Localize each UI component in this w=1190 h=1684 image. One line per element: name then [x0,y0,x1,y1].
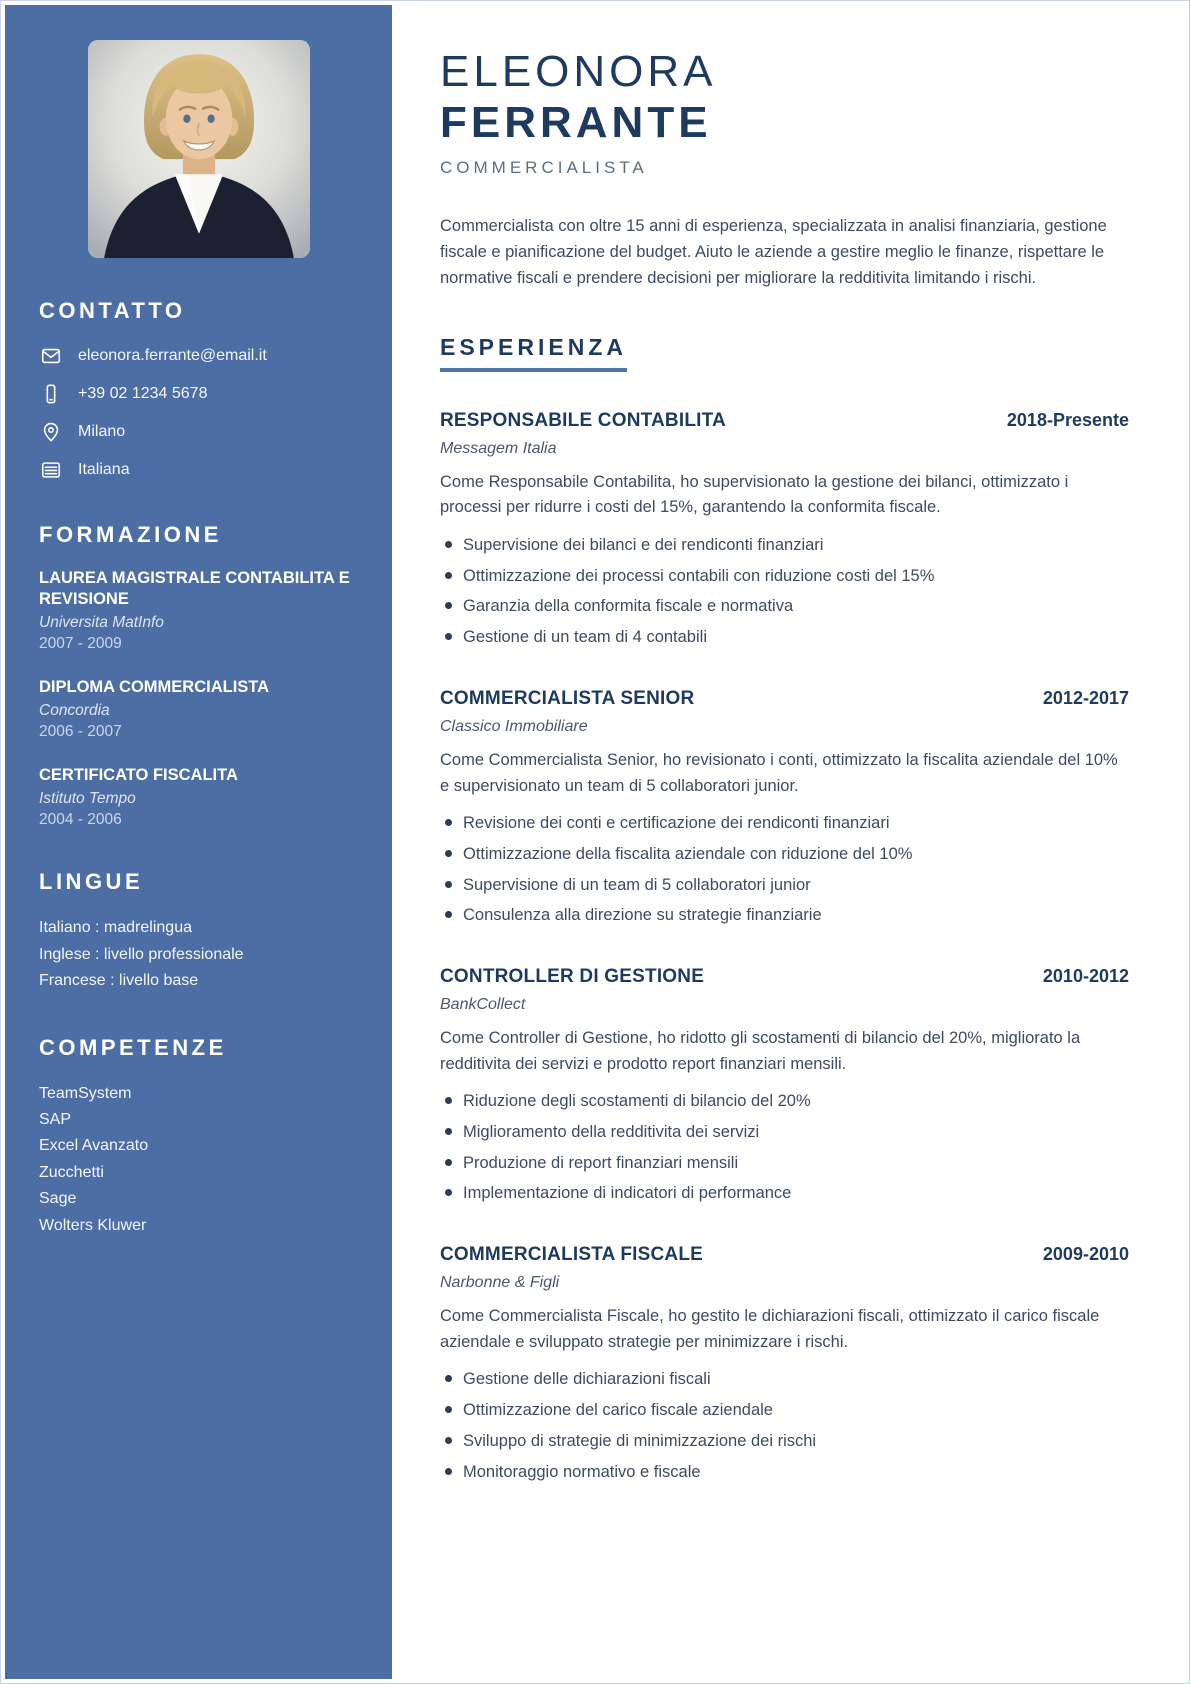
skill-item: Wolters Kluwer [39,1216,147,1234]
job-company: Messagem Italia [440,439,557,457]
job-bullet: Garanzia della conformita fiscale e normativa [440,594,1129,619]
job-bullet: Sviluppo di strategie di minimizzazione dei rischi [440,1429,1129,1454]
experience-entry [440,1244,1129,1484]
job-bullet: Ottimizzazione dei processi contabili con riduzione costi del 15% [440,564,1129,589]
job-description: Come Commercialista Senior, ho revisionato i conti, ottimizzato la fiscalita aziendale del 10% e supervisionato un team di 5 collaboratori junior. [440,750,1118,795]
education-item [39,568,358,653]
job-period: 2018-Presente [1006,409,1129,430]
job-bullet-list [440,811,1129,928]
contact-location: Milano [78,423,126,440]
job-company: Classico Immobiliare [440,717,588,735]
education-institution: Universita MatInfo [39,614,164,632]
contact-email-row [39,344,358,368]
skill-item: Excel Avanzato [39,1137,149,1155]
job-title: COMMERCIALISTA SENIOR [440,687,695,709]
language-item: Inglese : livello professionale [39,945,244,963]
job-bullet: Gestione di un team di 4 contabili [440,625,1129,650]
skill-item: SAP [39,1111,72,1128]
job-period: 2010-2012 [1042,966,1129,987]
experience-heading: ESPERIENZA [440,334,627,372]
job-title: CONTROLLER DI GESTIONE [440,966,705,988]
job-bullet: Riduzione degli scostamenti di bilancio del 20% [440,1089,1129,1114]
education-section [39,522,358,829]
job-bullet: Supervisione dei bilanci e dei rendiconti finanziari [440,533,1129,558]
job-bullet: Revisione dei conti e certificazione dei rendiconti finanziari [440,811,1129,836]
languages-section [39,869,358,994]
language-item: Italiano : madrelingua [39,919,192,937]
job-period: 2009-2010 [1042,1244,1129,1265]
languages-heading: LINGUE [39,869,144,895]
contact-email: eleonora.ferrante@email.it [78,347,267,364]
experience-entry [440,688,1129,928]
education-title: DIPLOMA COMMERCIALISTA [39,678,270,697]
phone-icon [39,382,63,406]
job-period: 2012-2017 [1042,687,1129,708]
skills-heading: COMPETENZE [39,1034,227,1060]
experience-entry [440,410,1129,650]
profile-photo [88,40,310,258]
education-item [39,677,358,741]
job-bullet-list [440,1089,1129,1206]
education-institution: Istituto Tempo [39,790,136,808]
contact-nationality: Italiana [78,461,130,478]
job-bullet: Supervisione di un team di 5 collaboratori junior [440,873,1129,898]
skills-section [39,1035,358,1239]
last-name: FERRANTE [440,97,712,147]
job-bullet: Ottimizzazione del carico fiscale aziendale [440,1398,1129,1423]
education-title: CERTIFICATO FISCALITA [39,766,238,785]
education-institution: Concordia [39,702,110,720]
contact-phone: +39 02 1234 5678 [78,385,208,402]
portrait-illustration [88,40,310,258]
job-bullet: Gestione delle dichiarazioni fiscali [440,1367,1129,1392]
job-company: BankCollect [440,996,526,1014]
location-icon [39,420,63,444]
experience-entry [440,966,1129,1206]
job-bullet: Monitoraggio normativo e fiscale [440,1460,1129,1485]
education-years: 2006 - 2007 [39,723,122,741]
education-item [39,765,358,829]
skill-item: Zucchetti [39,1163,104,1181]
language-item: Francese : livello base [39,972,199,990]
job-title: COMMERCIALISTA FISCALE [440,1244,703,1266]
education-years: 2007 - 2009 [39,635,122,653]
skill-item: Sage [39,1190,77,1208]
main-content [392,5,1185,1679]
education-years: 2004 - 2006 [39,811,122,829]
contact-phone-row [39,382,358,406]
first-name: ELEONORA [440,47,717,96]
job-bullet: Implementazione di indicatori di performance [440,1181,1129,1206]
skill-item: TeamSystem [39,1084,132,1102]
job-description: Come Controller di Gestione, ho ridotto gli scostamenti di bilancio del 20%, migliorato la redditivita dei servizi e prodotto report finanziari mensili. [440,1029,1081,1073]
job-bullet-list [440,533,1129,650]
sidebar [5,5,392,1679]
job-bullet: Ottimizzazione della fiscalita aziendale con riduzione del 10% [440,842,1129,867]
job-description: Come Responsabile Contabilita, ho supervisionato la gestione dei bilanci, ottimizzato i processi per ridurre i costi del 15%, garantendo la conformita fiscale. [440,472,1069,517]
email-icon [39,344,63,368]
job-bullet: Miglioramento della redditivita dei servizi [440,1120,1129,1145]
job-bullet: Produzione di report finanziari mensili [440,1151,1129,1176]
education-heading: FORMAZIONE [39,522,222,547]
profile-summary: Commercialista con oltre 15 anni di esperienza, specializzata in analisi finanziaria, gestione fiscale e pianificazione del budget. Aiuto le aziende a gestire meglio le finanze, rispettare le normative fiscali e prendere decisioni per migliorare la redditivita limitando i rischi. [440,217,1107,287]
id-card-icon [39,458,63,482]
job-title: RESPONSABILE CONTABILITA [440,409,726,431]
job-bullet: Consulenza alla direzione su strategie finanziarie [440,903,1129,928]
job-role-subtitle: COMMERCIALISTA [440,158,648,178]
job-company: Narbonne & Figli [440,1274,560,1292]
contact-location-row [39,420,358,444]
job-bullet-list [440,1367,1129,1484]
job-description: Come Commercialista Fiscale, ho gestito le dichiarazioni fiscali, ottimizzato il carico fiscale aziendale e sviluppato strategie per minimizzare i rischi. [440,1307,1100,1351]
contact-nationality-row [39,458,358,482]
contact-section [39,298,358,482]
education-title: LAUREA MAGISTRALE CONTABILITA E REVISIONE [39,569,350,609]
contact-heading: CONTATTO [39,298,186,323]
